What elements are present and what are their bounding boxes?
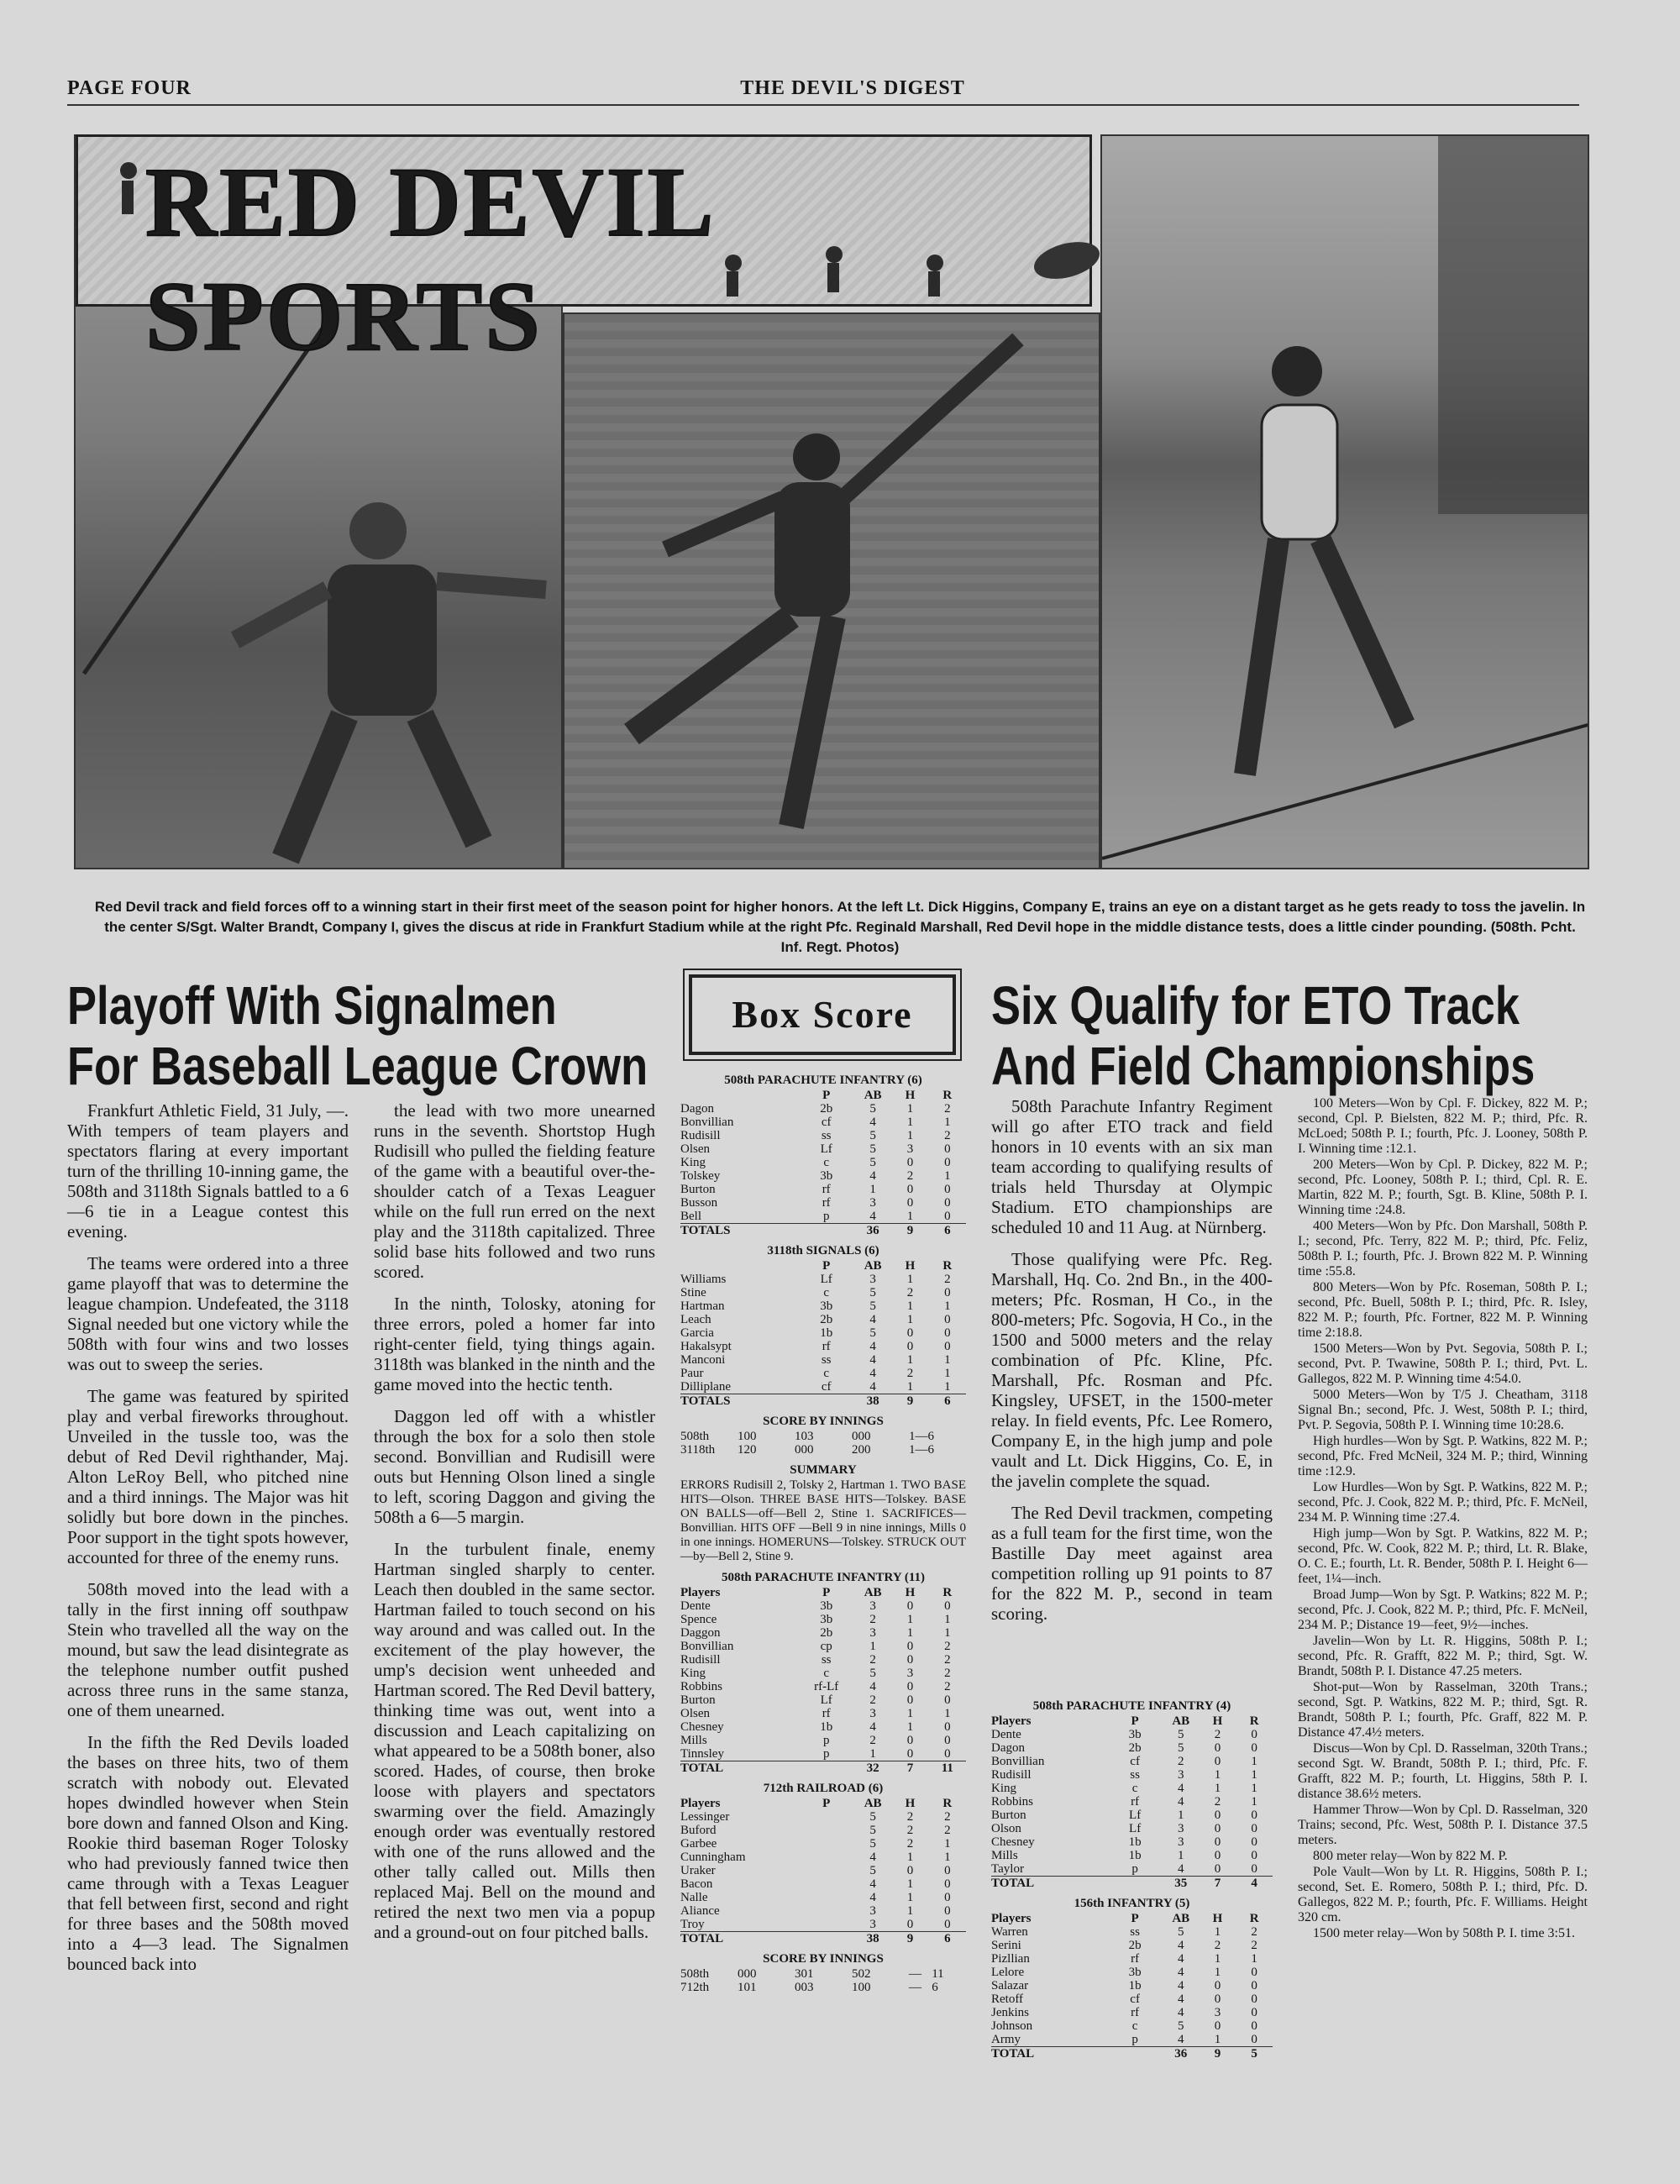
- table-row: Mills p 2 0 0: [680, 1734, 951, 1747]
- table-row: Rudisill ss 5 1 2: [680, 1129, 951, 1142]
- box-title: 508th PARACHUTE INFANTRY (4): [1032, 1699, 1231, 1713]
- table-row: Stine c 5 2 0: [680, 1286, 951, 1299]
- table-row: Nalle 4 1 0: [680, 1891, 951, 1904]
- table-row: Army p 4 1 0: [991, 2033, 1257, 2046]
- paragraph: In the ninth, Tolosky, atoning for three errors, poled a homer far into right-center field, tying things again. 3118th was blanked in the ninth and the game moved into the hectic tenth.: [374, 1294, 655, 1394]
- table-row: Bacon 4 1 0: [680, 1877, 951, 1891]
- table-row: Burton rf 1 0 0: [680, 1183, 951, 1196]
- summary-title: SUMMARY: [790, 1463, 857, 1477]
- table-row: Dente 3b 5 2 0: [991, 1728, 1257, 1741]
- banner-title: RED DEVIL SPORTS: [145, 147, 711, 371]
- baseball-story-column-1: [67, 1100, 349, 1986]
- table-row: Bonvillian cp 1 0 2: [680, 1640, 951, 1653]
- headline-baseball-line2: For Baseball League Crown: [67, 1036, 648, 1096]
- result-item: Shot-put—Won by Rasselman, 320th Trans.; second, Sgt. P. Watkins, 822 M. P.; third, Sgt. R. Brandt, 508th P. I.; fourth, Pfc. Graff, 822 M. P. Distance 47.4½ meters.: [1298, 1680, 1588, 1740]
- table-row: Garbee 5 2 1: [680, 1837, 951, 1851]
- newspaper-name: THE DEVIL'S DIGEST: [740, 77, 965, 99]
- table-row: Pizllian rf 4 1 1: [991, 1952, 1257, 1966]
- section-banner: [76, 134, 1092, 371]
- paragraph: In the turbulent finale, enemy Hartman singled sharply to center. Leach then doubled in the same sector. Hartman failed to touch second on his way around and was called out. In the excitement of the play however, the ump's decision went unheeded and Hartman scored. The Red Devil battery, thinking time was out, went into a discussion and Leach capitalizing on what appeared to be a 508th boner, also scored. Hades, of course, then broke loose with players and spectators swarming over the field. Amazingly enough order was eventually restored with one of the runs allowed and the other tally called out. Mills then replaced Maj. Bell on the mound and retired the next two men via a popup and a ground-out on four pitched balls.: [374, 1539, 655, 1942]
- table-row: Daggon 2b 3 1 1: [680, 1626, 951, 1640]
- table-row: Robbins rf-Lf 4 0 2: [680, 1680, 951, 1693]
- table-row: Lessinger 5 2 2: [680, 1810, 951, 1824]
- table-row: Tinnsley p 1 0 0: [680, 1747, 951, 1761]
- innings-row: 3118th 120 000 200 1—6: [680, 1443, 934, 1457]
- box-title: 712th RAILROAD (6): [763, 1782, 884, 1795]
- box-title: 508th PARACHUTE INFANTRY (11): [721, 1571, 926, 1584]
- table-row: King c 4 1 1: [991, 1782, 1257, 1795]
- header-rule: [67, 104, 1579, 106]
- result-item: 400 Meters—Won by Pfc. Don Marshall, 508th P. I.; second, Pfc. Terry, 822 M. P.; third, Pfc. Feliz, 508th P. I.; fourth, Pfc. J. Brown 822 M. P. Winning time :55.8.: [1298, 1219, 1588, 1278]
- table-row: Retoff cf 4 0 0: [991, 1992, 1257, 2006]
- table-row: Buford 5 2 2: [680, 1824, 951, 1837]
- table-row: Bonvillian cf 2 0 1: [991, 1755, 1257, 1768]
- result-item: Low Hurdles—Won by Sgt. P. Watkins, 822 M. P.; second, Pfc. J. Cook, 822 M. P.; third, Pfc. F. McNeil, 234 M. P. Winning time :27.4.: [1298, 1480, 1588, 1525]
- table-row: Hartman 3b 5 1 1: [680, 1299, 951, 1313]
- result-item: 5000 Meters—Won by T/5 J. Cheatham, 3118 Signal Bn.; second, Pfc. J. West, 508th P. I.; third, Pvt. P. Segovia, 508th P. I. Winning time 10:28.6.: [1298, 1388, 1588, 1432]
- runner-figure: [1102, 136, 1589, 869]
- box1-rows: [680, 1102, 966, 1223]
- table-header: P AB H R: [822, 1089, 953, 1102]
- result-item: High hurdles—Won by Sgt. P. Watkins, 822 M. P.; second, Pfc. Fred McNeil, 324 M. P.; third, Winning time :12.9.: [1298, 1434, 1588, 1478]
- table-row: Taylor p 4 0 0: [991, 1862, 1257, 1876]
- summary-text: ERRORS Rudisill 2, Tolsky 2, Hartman 1. TWO BASE HITS—Olson. THREE BASE HITS—Tolskey. BASE ON BALLS—off—Bell 2, Stine 1. SACRIFICES—Bonvillian. HITS OFF —Bell 9 in nine innings, Mills 0 in one innings. HOMERUNS—Tolskey. STRUCK OUT—by—Bell 2, Stine 9.: [680, 1478, 966, 1563]
- result-item: 200 Meters—Won by Cpl. P. Dickey, 822 M. P.; second, Pfc. Looney, 508th P. I.; third, Cpl. R. E. Martin, 822 M. P.; fourth, Sgt. B. Kline, 508th P. I. Winning time :24.8.: [1298, 1158, 1588, 1217]
- innings-title: SCORE BY INNINGS: [763, 1415, 884, 1428]
- table-row: Chesney 1b 4 1 0: [680, 1720, 951, 1734]
- athlete-silhouettes: [78, 137, 1089, 304]
- table-row: Mills 1b 1 0 0: [991, 1849, 1257, 1862]
- table-row: Garcia 1b 5 0 0: [680, 1326, 951, 1340]
- table-row: Salazar 1b 4 0 0: [991, 1979, 1257, 1992]
- table-row: Olsen rf 3 1 1: [680, 1707, 951, 1720]
- result-item: Discus—Won by Cpl. D. Rasselman, 320th Trans.; second Sgt. W. Brandt, 508th P. I.; third, Pfc. F. Grafft, 822 M. P.; fourth, Lt. Higgins, 58th P. I. distance 38.6½ meters.: [1298, 1741, 1588, 1801]
- table-row: Bonvillian cf 4 1 1: [680, 1116, 951, 1129]
- table-row: Rudisill ss 3 1 1: [991, 1768, 1257, 1782]
- table-row: Johnson c 5 0 0: [991, 2019, 1257, 2033]
- table-row: Aliance 3 1 0: [680, 1904, 951, 1918]
- table-row: Williams Lf 3 1 2: [680, 1273, 951, 1286]
- photo-runner: [1100, 134, 1589, 869]
- table-row: Dagon 2b 5 1 2: [680, 1102, 951, 1116]
- innings-title: SCORE BY INNINGS: [763, 1952, 884, 1966]
- table-row: Chesney 1b 3 0 0: [991, 1835, 1257, 1849]
- result-item: 800 Meters—Won by Pfc. Roseman, 508th P. I.; second, Pfc. Buell, 508th P. I.; third, Pfc. R. Isley, 822 M. P.; fourth, Pfc. Fortner, 822 M. P. Winning time 2:18.8.: [1298, 1280, 1588, 1340]
- headline-track-line2: And Field Championships: [991, 1036, 1536, 1096]
- result-item: 1500 Meters—Won by Pvt. Segovia, 508th P. I.; second, Pvt. P. Twawine, 508th P. I.; third, Pvt. L. Gallegos, 822 M. P. Winning time 4:54.0.: [1298, 1341, 1588, 1386]
- table-row: Paur c 4 2 1: [680, 1367, 951, 1380]
- table-row: Tolskey 3b 4 2 1: [680, 1169, 951, 1183]
- table-total: TOTAL 38 9 6: [680, 1931, 966, 1945]
- table-row: Burton Lf 1 0 0: [991, 1809, 1257, 1822]
- table-row: Burton Lf 2 0 0: [680, 1693, 951, 1707]
- table-row: Manconi ss 4 1 1: [680, 1353, 951, 1367]
- innings-row: 508th 000 301 502 — 11: [680, 1967, 944, 1981]
- table-row: Dente 3b 3 0 0: [680, 1599, 951, 1613]
- table-row: Rudisill ss 2 0 2: [680, 1653, 951, 1667]
- table-row: Olson Lf 3 0 0: [991, 1822, 1257, 1835]
- table-row: Busson rf 3 0 0: [680, 1196, 951, 1210]
- table-row: King c 5 3 2: [680, 1667, 951, 1680]
- table-row: Olsen Lf 5 3 0: [680, 1142, 951, 1156]
- result-item: Hammer Throw—Won by Cpl. D. Rasselman, 320 Trains; second, Pfc. West, 508th P. I. Distance 37.5 meters.: [1298, 1803, 1588, 1847]
- track-results-column: [1298, 1096, 1588, 1942]
- table-row: Lelore 3b 4 1 0: [991, 1966, 1257, 1979]
- table-row: Warren ss 5 1 2: [991, 1925, 1257, 1939]
- result-item: 800 meter relay—Won by 822 M. P.: [1313, 1849, 1508, 1863]
- table-total: TOTALS 38 9 6: [680, 1394, 966, 1408]
- table-row: Dagon 2b 5 0 0: [991, 1741, 1257, 1755]
- photo-discus: [563, 312, 1100, 869]
- table-row: Serini 2b 4 2 2: [991, 1939, 1257, 1952]
- table-row: Cunningham 4 1 1: [680, 1851, 951, 1864]
- table-row: King c 5 0 0: [680, 1156, 951, 1169]
- table-row: Hakalsypt rf 4 0 0: [680, 1340, 951, 1353]
- paragraph: The Red Devil trackmen, competing as a full team for the first time, won the Bastille Day meet against area competition rolling up 91 points to 87 for the 822 M. P., second in team scoring.: [991, 1503, 1273, 1624]
- box-title: 508th PARACHUTE INFANTRY (6): [724, 1074, 922, 1087]
- paragraph: Those qualifying were Pfc. Reg. Marshall, Hq. Co. 2nd Bn., in the 400-meters; Pfc. Rosman, H Co., in the 800-meters; Pfc. Sogovia, H Co., in the 1500 and 5000 meters and the relay combination of Pfc. Kline, Pfc. Marshall, Pfc. Rosman and Pfc. Kingsley, UFSET, in the 1500-meter relay. In field events, Pfc. Lee Romero, Company E, in the high jump and pole vault and Lt. Dick Higgins, Co. E, in the javelin complete the squad.: [991, 1249, 1273, 1491]
- table-row: Dilliplane cf 4 1 1: [680, 1380, 951, 1394]
- box-title: 3118th SIGNALS (6): [767, 1244, 879, 1257]
- paragraph: In the fifth the Red Devils loaded the bases on three hits, two of them scratch with nobody out. Elevated hopes dwindled however when Stein bore down and fanned Olson and King. Rookie third baseman Roger Tolosky who had previously fanned twice then came through with a Texas Leaguer that fell between first, second and right for three bases and the 508th moved into a 4—3 lead. The Signalmen bounced back into: [67, 1732, 349, 1974]
- table-row: Spence 3b 2 1 1: [680, 1613, 951, 1626]
- headline-track-line1: Six Qualify for ETO Track: [991, 975, 1520, 1036]
- box-title: 156th INFANTRY (5): [1074, 1897, 1190, 1910]
- page-number: PAGE FOUR: [67, 77, 192, 99]
- table-total: TOTAL 32 7 11: [680, 1761, 966, 1775]
- paragraph: The teams were ordered into a three game playoff that was to determine the league champion. Undefeated, the 3118 Signal needed but one victory while the 508th with four wins and two losses was out to sweep the series.: [67, 1253, 349, 1374]
- headline-baseball-line1: Playoff With Signalmen: [67, 975, 557, 1036]
- paragraph: Frankfurt Athletic Field, 31 July, —. With tempers of team players and spectators flaring at every important turn of the thrilling 10-inning game, the 508th and 3118th Signals battled to a 6—6 tie in a League contest this evening.: [67, 1100, 349, 1242]
- table-row: Leach 2b 4 1 0: [680, 1313, 951, 1326]
- paragraph: 508th Parachute Infantry Regiment will go after ETO track and field honors in 10 events with an six man team according to qualifying results of trials held Thursday at Olympic Stadium. ETO championships are scheduled 10 and 11 Aug. at Nürnberg.: [991, 1096, 1273, 1237]
- paragraph: the lead with two more unearned runs in the seventh. Shortstop Hugh Rudisill who pulled the fielding feature of the game with a beautiful over-the-shoulder catch of a Texas Leaguer while on the full run erred on the next play and the 3118th capitalized. Three solid base hits followed and two runs scored.: [374, 1100, 655, 1282]
- table-total: TOTAL 36 9 5: [991, 2046, 1273, 2061]
- baseball-story-column-2: [374, 1100, 655, 1954]
- table-row: Jenkins rf 4 3 0: [991, 2006, 1257, 2019]
- result-item: Javelin—Won by Lt. R. Higgins, 508th P. I.; second, Pfc. R. Grafft, 822 M. P.; third, Sgt. W. Brandt, 508th P. I. Distance 47.25 meters.: [1298, 1634, 1588, 1678]
- table-total: TOTALS 36 9 6: [680, 1223, 966, 1237]
- table-header: Players P AB H R: [991, 1714, 1259, 1728]
- paragraph: Daggon led off with a whistler through the box for a solo then stole second. Bonvillian and Rudisill were outs but Henning Olson lined a single to left, scoring Daggon and giving the 508th a 6—5 margin.: [374, 1406, 655, 1527]
- result-item: 100 Meters—Won by Cpl. F. Dickey, 822 M. P.; second, Cpl. P. Bielsten, 822 M. P.; third, Pfc. R. McLoed; 508th P. I.; fourth, Pfc. J. Looney, 508th P. I. Winning time :12.1.: [1298, 1096, 1588, 1156]
- box-score-heading: Box Score: [689, 974, 956, 1055]
- result-item: Pole Vault—Won by Lt. R. Higgins, 508th P. I.; second, Set. E. Romero, 508th P. I.; third, Pfc. D. Gallegos, 822 M. P.; fourth, Pfc. F. Williams. Height 320 cm.: [1298, 1865, 1588, 1924]
- table-row: Robbins rf 4 2 1: [991, 1795, 1257, 1809]
- photo-caption: Red Devil track and field forces off to a winning start in their first meet of the season point for higher honors. At the left Lt. Dick Higgins, Company E, trains an eye on a distant target as he gets ready to toss the javelin. In the center S/Sgt. Walter Brandt, Company I, gives the discus at ride in Frankfurt Stadium while at the right Pfc. Reginald Marshall, Red Devil hope in the middle distance tests, does a little cinder pounding. (508th. Pcht. Inf. Regt. Photos): [94, 899, 1586, 955]
- result-item: 1500 meter relay—Won by 508th P. I. time 3:51.: [1313, 1926, 1575, 1940]
- box-score-column-2: [991, 1693, 1273, 2061]
- innings-row: 508th 100 103 000 1—6: [680, 1430, 934, 1443]
- track-story-column: [991, 1096, 1273, 1635]
- table-header: Players P AB H R: [680, 1586, 953, 1599]
- paragraph: 508th moved into the lead with a tally in the first inning off southpaw Stein who travelled all the way on the mound, but saw the lead disintegrate as the telephone number outfit pushed across three runs in the same stanza, one of them unearned.: [67, 1579, 349, 1720]
- box-score-column: [680, 1067, 966, 1994]
- paragraph: The game was featured by spirited play and verbal fireworks throughout. Unveiled in the tussle too, was the debut of Red Devil righthander, Maj. Alton LeRoy Bell, who pitched nine and a third innings. The Major was hit solidly but bore down in the pinches. Poor support in the tight spots however, accounted for three of the enemy runs.: [67, 1386, 349, 1567]
- discus-thrower-figure: [564, 314, 1100, 869]
- table-row: Troy 3 0 0: [680, 1918, 951, 1931]
- table-row: Bell p 4 1 0: [680, 1210, 951, 1223]
- table-header: Players P AB H R: [991, 1912, 1259, 1925]
- result-item: Broad Jump—Won by Sgt. P. Watkins; 822 M. P.; second, Pfc. J. Cook, 822 M. P.; third, Pfc. F. McNeil, 234 M. P.; Distance 19—feet, 9½—inches.: [1298, 1588, 1588, 1632]
- result-item: High jump—Won by Sgt. P. Watkins, 822 M. P.; second, Pfc. W. Cook, 822 M. P.; third, Lt. R. Blake, O. C. E.; fourth, Lt. R. Bender, 508th P. I. Height 6—feet, 1¼—inch.: [1298, 1526, 1588, 1586]
- table-total: TOTAL 35 7 4: [991, 1876, 1273, 1890]
- table-header: P AB H R: [822, 1259, 953, 1273]
- innings-row: 712th 101 003 100 — 6: [680, 1981, 938, 1994]
- table-row: Uraker 5 0 0: [680, 1864, 951, 1877]
- table-header: Players P AB H R: [680, 1797, 953, 1810]
